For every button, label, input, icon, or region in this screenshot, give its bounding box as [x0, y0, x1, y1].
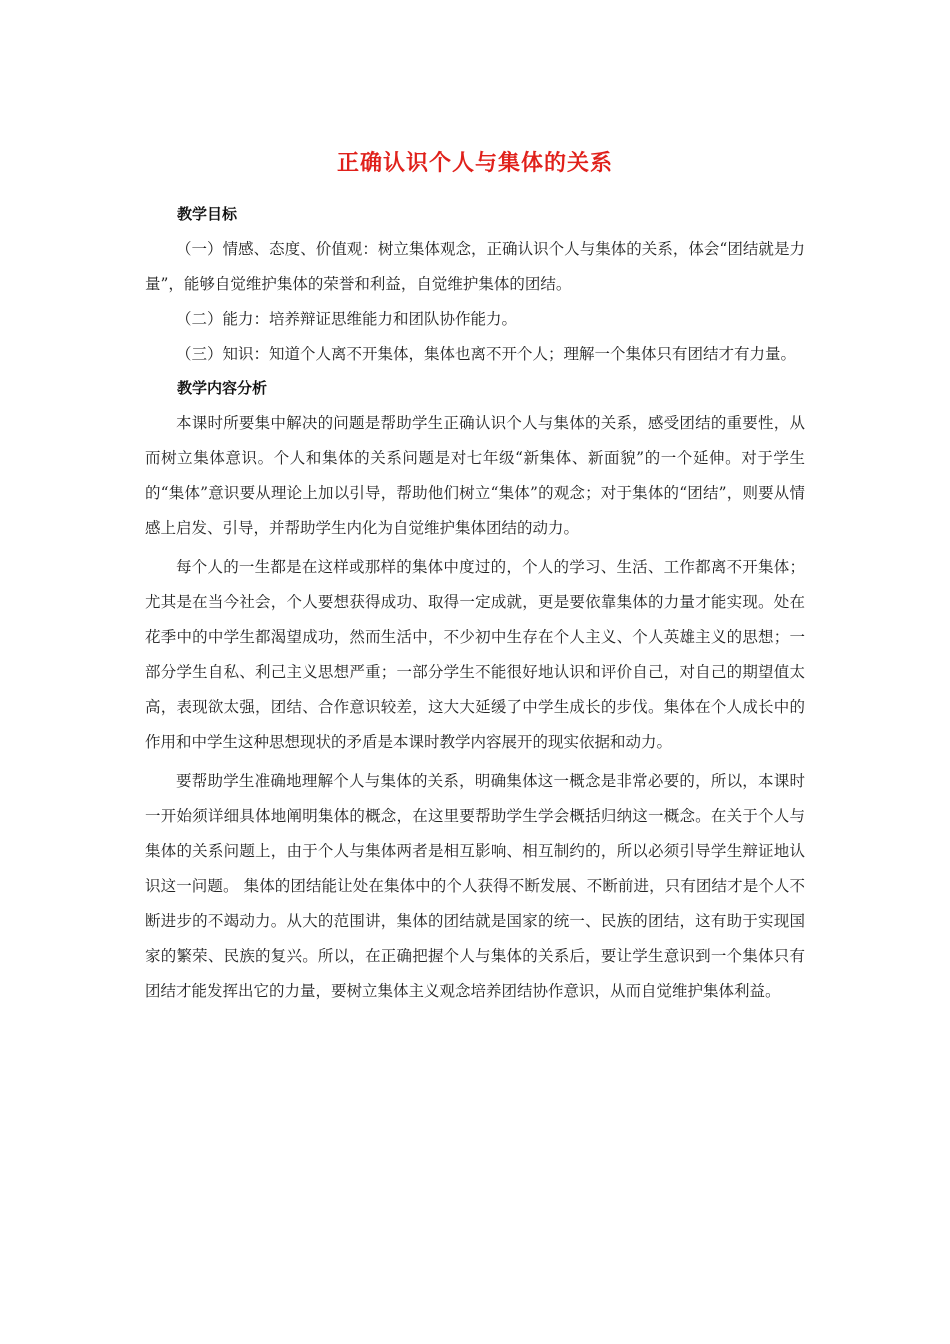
analysis-paragraph: 要帮助学生准确地理解个人与集体的关系，明确集体这一概念是非常必要的，所以，本课时一开始须详细具体地阐明集体的概念，在这里要帮助学生学会概括归纳这一概念。在关于个人与集体的关系问题上，由于个人与集体两者是相互影响、相互制约的，所以必须引导学生辩证地认识这一问题。 集体的团结能让处在集体中的个人获得不断发展、不断前进，只有团结才是个人不断进步的不竭动力。从大的范围讲，集体的团结就是国家的统一、民族的团结，这有助于实现国家的繁荣、民族的复兴。所以，在正确把握个人与集体的关系后，要让学生意识到一个集体只有团结才能发挥出它的力量，要树立集体主义观念培养团结协作意识，从而自觉维护集体利益。: [145, 772, 805, 1000]
analysis-paragraph: 本课时所要集中解决的问题是帮助学生正确认识个人与集体的关系，感受团结的重要性，从而树立集体意识。个人和集体的关系问题是对七年级“新集体、新面貌”的一个延伸。对于学生的“集体”意识要从理论上加以引导，帮助他们树立“集体”的观念；对于集体的“团结”，则要从情感上启发、引导，并帮助学生内化为自觉维护集体团结的动力。: [145, 414, 805, 537]
section-heading-teaching-goals: 教学目标: [177, 205, 238, 223]
document-body: [145, 200, 805, 1009]
goal-item-knowledge: （三）知识：知道个人离不开集体，集体也离不开个人；理解一个集体只有团结才有力量。: [176, 345, 797, 363]
analysis-paragraph: 每个人的一生都是在这样或那样的集体中度过的，个人的学习、生活、工作都离不开集体；尤其是在当今社会，个人要想获得成功、取得一定成就，更是要依靠集体的力量才能实现。处在花季中的中学生都渴望成功，然而生活中，不少初中生存在个人主义、个人英雄主义的思想；一部分学生自私、利己主义思想严重；一部分学生不能很好地认识和评价自己，对自己的期望值太高，表现欲太强，团结、合作意识较差，这大大延缓了中学生成长的步伐。集体在个人成长中的作用和中学生这种思想现状的矛盾是本课时教学内容展开的现实依据和动力。: [145, 558, 805, 751]
section-heading-content-analysis: 教学内容分析: [177, 379, 268, 397]
document-title: 正确认识个人与集体的关系: [336, 151, 613, 176]
goal-item-emotion: （一）情感、态度、价值观：树立集体观念，正确认识个人与集体的关系，体会“团结就是力量”，能够自觉维护集体的荣誉和利益，自觉维护集体的团结。: [145, 240, 805, 293]
goal-item-ability: （二）能力：培养辩证思维能力和团队协作能力。: [176, 310, 518, 328]
